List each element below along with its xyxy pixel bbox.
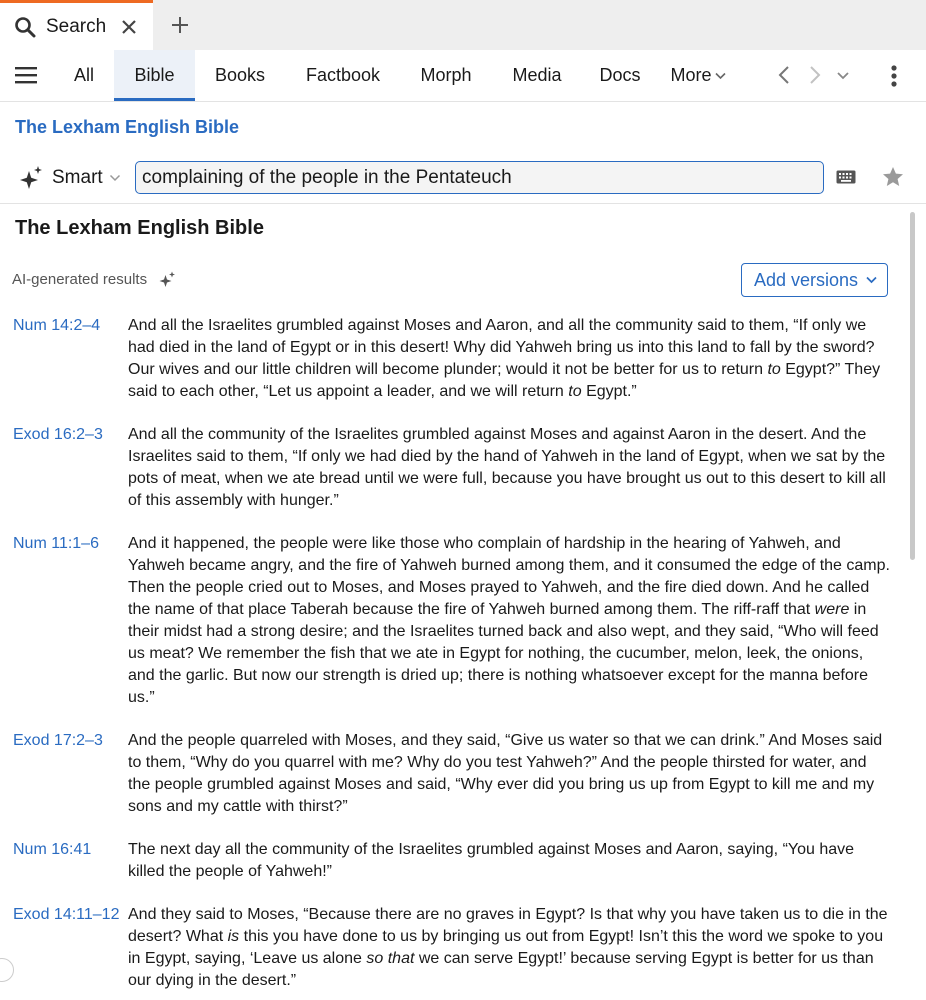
verse-reference-link[interactable]: Exod 14:11–12	[13, 906, 120, 923]
tab-bible[interactable]: Bible	[114, 50, 195, 101]
tab-strip	[0, 0, 926, 50]
tab-factbook[interactable]: Factbook	[305, 65, 381, 85]
divider	[0, 203, 926, 204]
more-label: More	[670, 65, 712, 85]
verse-text: And all the Israelites grumbled against Moses and Aaron, and all the community said to them, “If only we had died in the land of Egypt or in this desert! Why did Yahweh bring us into this land to fall by the sword? Our wives and our little children will become plunder; would it not be better for us to return to Egypt?” They said to each other, “Let us appoint a leader, and we will return to Egypt.”	[128, 317, 881, 400]
tab-more[interactable]	[664, 50, 732, 101]
verse-text: And they said to Moses, “Because there are no graves in Egypt? Is that why you have taken us to die in the desert? What is this you have done to us by bringing us out from Egypt! Isn’t this the word we spoke to you in Egypt, saying, ‘Leave us alone so that we can serve Egypt!’ because serving Egypt is better for us than our dying in the desert.”	[128, 906, 888, 989]
chevron-right-icon[interactable]	[803, 64, 825, 86]
tab-docs[interactable]: Docs	[599, 65, 641, 85]
scrollbar[interactable]	[910, 212, 915, 560]
tab-all[interactable]: All	[73, 65, 94, 85]
side-panel-handle[interactable]	[0, 958, 14, 982]
chevron-down-icon	[715, 72, 726, 80]
plus-icon[interactable]	[168, 13, 192, 37]
sparkle-icon	[18, 165, 44, 191]
add-versions-button[interactable]	[741, 263, 888, 297]
verse-reference-link[interactable]: Num 14:2–4	[13, 317, 101, 334]
verse-reference-link[interactable]: Num 11:1–6	[13, 535, 99, 552]
sparkle-icon	[158, 271, 176, 289]
chevron-down-icon[interactable]	[832, 64, 854, 86]
chevron-left-icon[interactable]	[774, 64, 796, 86]
verse-text: And all the community of the Israelites grumbled against Moses and against Aaron in the desert. And the Israelites said to them, “If only we had died by the hand of Yahweh in the land of Egypt, when we sat by the pots of meat, when we ate bread until we were full, because you have brought us out to this desert to kill all of this assembly with hunger.”	[128, 426, 886, 509]
keyboard-icon[interactable]	[836, 169, 856, 185]
results-heading: The Lexham English Bible	[15, 217, 264, 239]
search-type-nav	[0, 50, 926, 102]
verse-reference-link[interactable]: Exod 17:2–3	[13, 732, 103, 749]
tab-morph[interactable]: Morph	[420, 65, 472, 85]
tab-label: Search	[46, 16, 107, 37]
resource-title-link[interactable]: The Lexham English Bible	[15, 117, 240, 137]
tab-books[interactable]: Books	[214, 65, 266, 85]
search-input[interactable]	[135, 161, 824, 194]
verse-text: And it happened, the people were like those who complain of hardship in the hearing of Yahweh, and Yahweh became angry, and the fire of Yahweh burned among them, and it consumed the edge of the camp. Then the people cried out to Moses, and Moses prayed to Yahweh, and the fire died down. And he called the name of that place Taberah because the fire of Yahweh burned among them. The riff-raff that were in their midst had a strong desire; and the Israelites turned back and also wept, and they said, “Who will feed us meat? We remember the fish that we ate in Egypt for nothing, the cucumber, melon, leek, the onions, and the garlic. But now our strength is dried up; there is nothing whatsoever except for the manna before us.”	[128, 535, 890, 706]
add-versions-label: Add versions	[754, 269, 859, 290]
verse-text: The next day all the community of the Israelites grumbled against Moses and Aaron, saying, “You have killed the people of Yahweh!”	[128, 841, 855, 880]
more-options-icon[interactable]	[890, 64, 898, 88]
chevron-down-icon	[866, 276, 877, 284]
search-icon	[14, 16, 36, 38]
ai-results-label: AI-generated results	[12, 271, 148, 288]
verse-reference-link[interactable]: Exod 16:2–3	[13, 426, 103, 443]
chevron-down-icon	[109, 173, 121, 183]
verse-reference-link[interactable]: Num 16:41	[13, 841, 92, 858]
search-mode-label: Smart	[52, 167, 103, 188]
star-icon[interactable]	[881, 165, 905, 189]
verse-text: And the people quarreled with Moses, and they said, “Give us water so that we can drink.” And Moses said to them, “Why do you quarrel with me? Why do you test Yahweh?” And the people thirsted for water, and the people grumbled against Moses and said, “Why ever did you bring us up from Egypt to kill me and my sons and my cattle with thirst?”	[128, 732, 883, 815]
close-icon[interactable]	[120, 18, 138, 36]
search-tab[interactable]	[0, 0, 153, 50]
tab-media[interactable]: Media	[512, 65, 562, 85]
hamburger-menu-icon[interactable]	[14, 65, 38, 85]
